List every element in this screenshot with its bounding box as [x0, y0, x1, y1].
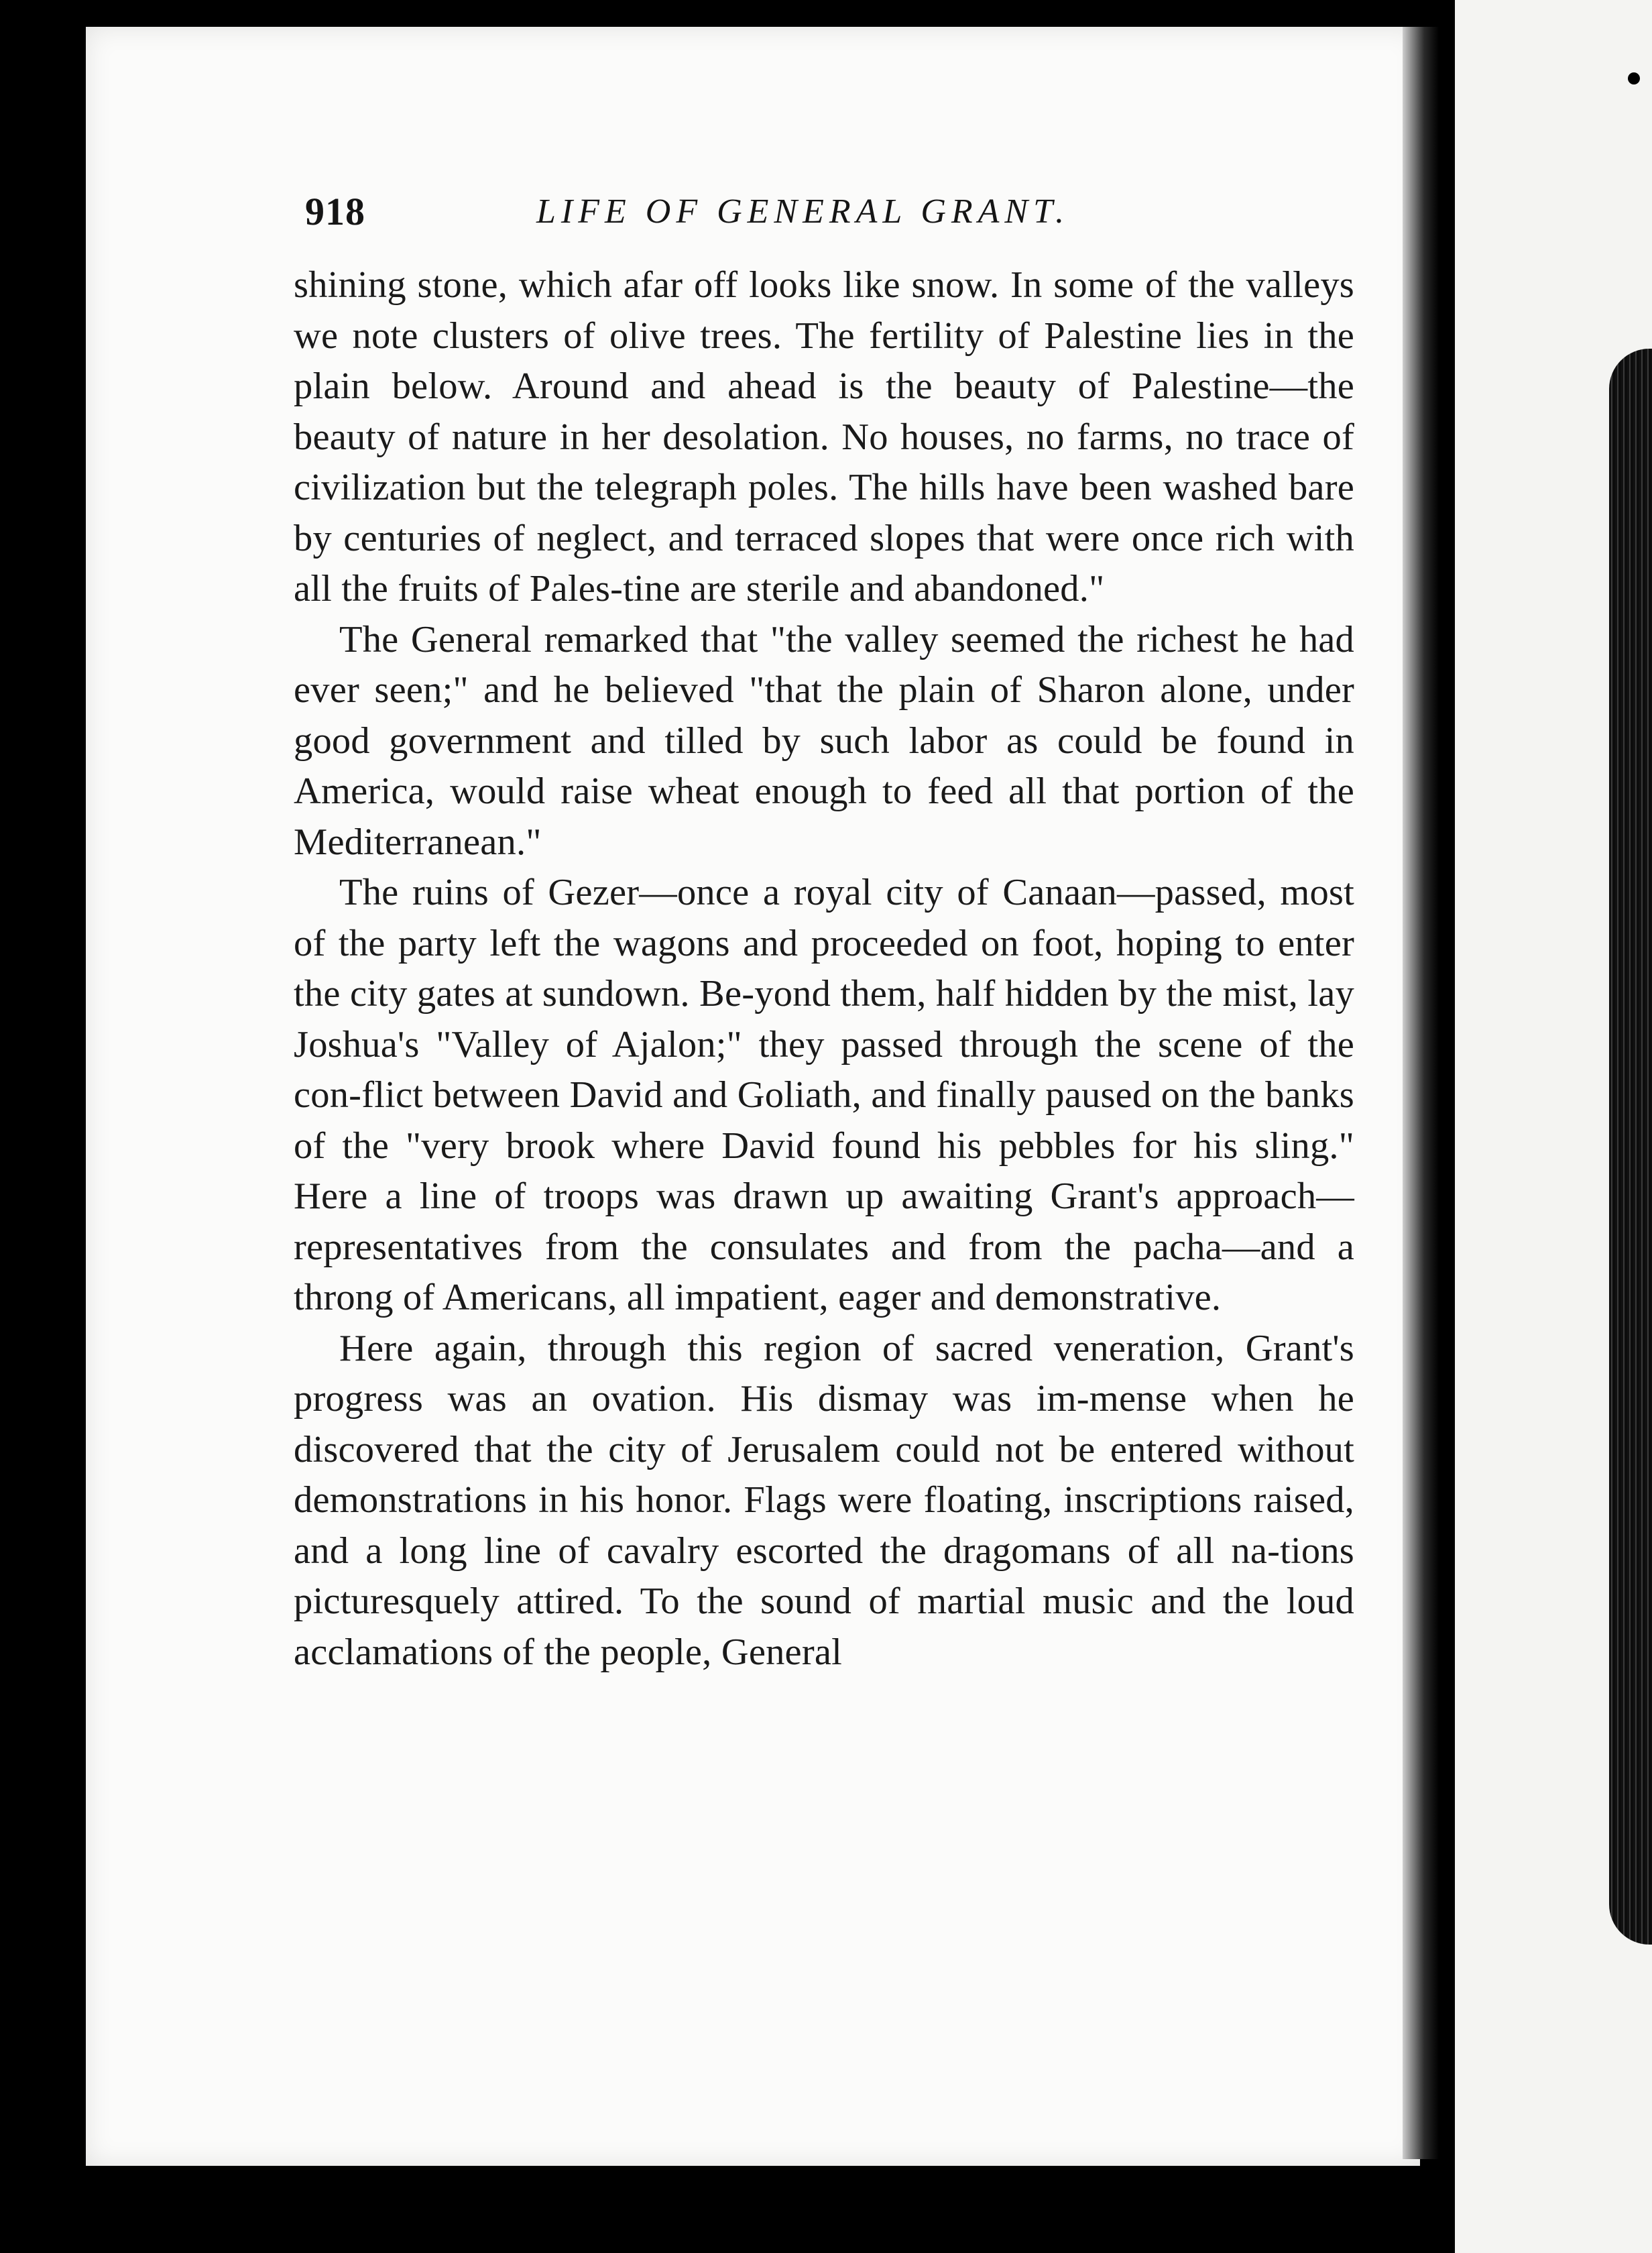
- binding-gutter: [1403, 27, 1439, 2159]
- paragraph-4: Here again, through this region of sacred veneration, Grant's progress was an ovation. His dismay was im-mense when he discovered that the city of Jerusalem could not be entered without demonstrations in his honor. Flags were floating, inscriptions raised, and a long line of cavalry escorted the dragomans of all na-tions picturesquely attired. To the sound of martial music and the loud acclamations of the people, General: [294, 1327, 1354, 1673]
- page-header: [305, 189, 1351, 243]
- paragraph-2: The General remarked that "the valley seemed the richest he had ever seen;" and he believed "that the plain of Sharon alone, under good government and tilled by such labor as could be found in America, would raise wheat enough to feed all that portion of the Mediterranean.": [294, 618, 1354, 863]
- paragraph-1: shining stone, which afar off looks like snow. In some of the valleys we note clusters of olive trees. The fertility of Palestine lies in the plain below. Around and ahead is the beauty of Palestine—the beauty of nature in her desolation. No houses, no farms, no trace of civilization but the telegraph poles. The hills have been washed bare by centuries of neglect, and terraced slopes that were once rich with all the fruits of Pales-tine are sterile and abandoned.": [294, 264, 1354, 610]
- body-text: [294, 260, 1354, 1678]
- paragraph-3: The ruins of Gezer—once a royal city of Canaan—passed, most of the party left the wagons and proceeded on foot, hoping to enter the city gates at sundown. Be-yond them, half hidden by the mist, lay Joshua's "Valley of Ajalon;" they passed through the scene of the con-flict between David and Goliath, and finally paused on the banks of the "very brook where David found his pebbles for his sling." Here a line of troops was drawn up awaiting Grant's approach—representatives from the consulates and from the pacha—and a throng of Americans, all impatient, eager and demonstrative.: [294, 872, 1354, 1318]
- running-title: LIFE OF GENERAL GRANT.: [536, 192, 1070, 231]
- page-number: 918: [305, 190, 365, 233]
- facing-page-illustration: [1609, 349, 1652, 1945]
- facing-page-mark: [1628, 72, 1640, 84]
